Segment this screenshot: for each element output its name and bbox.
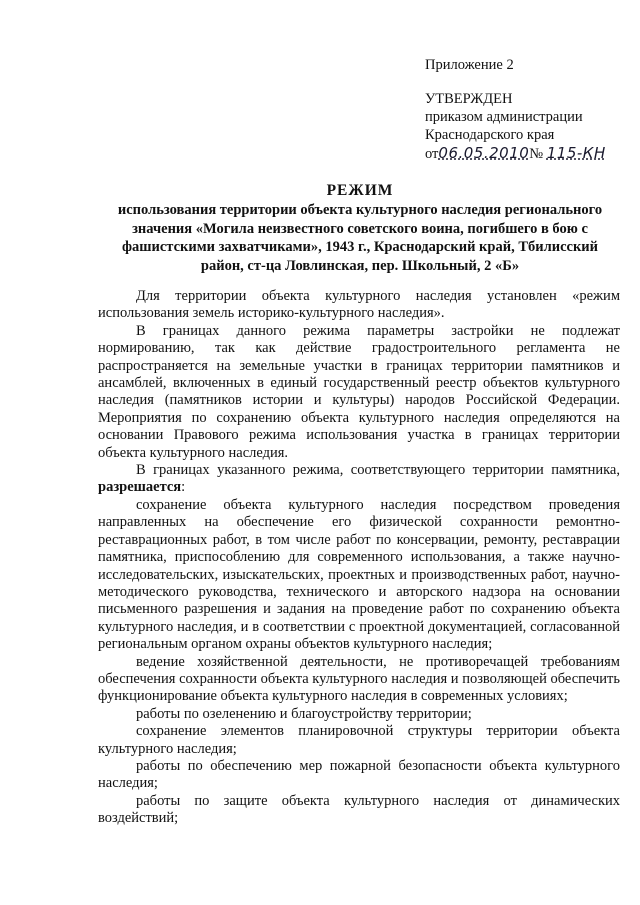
approval-line-2: Краснодарского края	[425, 127, 555, 143]
approval-block	[425, 56, 635, 163]
document-title	[100, 182, 620, 275]
approval-date-line	[425, 144, 635, 163]
list-item: работы по озеленению и благоустройству территории;	[136, 705, 472, 722]
handwritten-date: 06.05.2010	[438, 144, 530, 162]
document-body	[98, 288, 620, 828]
list-item: сохранение элементов планировочной структуры территории объекта культурного наследия;	[98, 723, 620, 757]
approved-label: УТВЕРЖДЕН	[425, 91, 513, 107]
title-heading: РЕЖИМ	[326, 182, 394, 199]
list-item: работы по обеспечению мер пожарной безопасности объекта культурного наследия;	[98, 757, 620, 792]
permitted-label: разрешается	[98, 479, 182, 496]
paragraph-2: В границах данного режима параметры застройки не подлежат нормированию, так как действие градостроительного регламента не распространяется на земельные участки в границах территории памятников и ансамблей, включенных в единый государственный реестр объектов культурного наследия (памятников истории и культуры) народов Российской Федерации. Мероприятия по сохранению объекта культурного наследия определяются на основании Правового режима использования участка в границах территории объекта культурного наследия.	[98, 322, 620, 461]
handwritten-number: 115-КН	[546, 144, 606, 162]
number-prefix: №	[529, 146, 544, 162]
paragraph-1: Для территории объекта культурного наследия установлен «режим использования земель историко-культурного наследия».	[98, 288, 620, 322]
paragraph-3	[98, 462, 620, 497]
paragraph-3-text: В границах указанного режима, соответствующего территории памятника,	[136, 462, 620, 479]
title-subheading: использования территории объекта культурного наследия регионального значения «Могила неизвестного советского воина, погибшего в бою с фашистскими захватчиками», 1943 г., Краснодарский край, Тбилисский район, ст-ца Ловлинская, пер. Школьный, 2 «Б»	[117, 202, 603, 274]
appendix-label: Приложение 2	[425, 57, 514, 73]
approval-line-1: приказом администрации	[425, 109, 583, 125]
list-item: сохранение объекта культурного наследия посредством проведения направленных на обеспечение его физической сохранности ремонтно-реставрационных работ, в том числе работ по консервации, ремонту, реставрации памятника, приспособлению для современного использования, а также научно-исследовательских, изыскательских, проектных и производственных работ, научно-методического руководства, технического и авторского надзора на основании письменного разрешения и задания на проведение работ по сохранению объекта культурного наследия, и в соответствии с проектной документацией, согласованной региональным органом охраны объектов культурного наследия;	[98, 496, 620, 653]
list-item: работы по защите объекта культурного наследия от динамических воздействий;	[98, 792, 620, 827]
list-item: ведение хозяйственной деятельности, не противоречащей требованиям обеспечения сохранности объекта культурного наследия и позволяющей обеспечить функционирование объекта культурного наследия в современных условиях;	[98, 653, 620, 705]
paragraph-3-tail: :	[181, 479, 186, 496]
date-prefix: от	[425, 146, 439, 162]
